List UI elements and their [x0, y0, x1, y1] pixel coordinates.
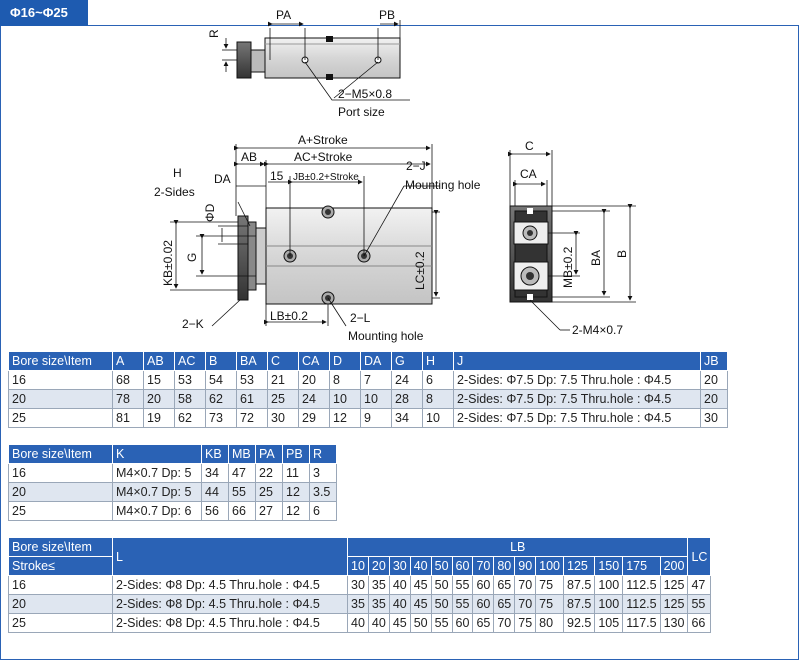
table-cell: 105 — [595, 614, 623, 633]
two-sides-label: 2-Sides — [154, 185, 195, 199]
table-cell: 8 — [423, 390, 454, 409]
table-cell: 45 — [410, 576, 431, 595]
header-cell: Bore size\Item — [9, 352, 113, 371]
port-spec-label: 2−M5×0.8 — [338, 87, 393, 101]
k-label: 2−K — [182, 317, 204, 331]
table-cell: 53 — [175, 371, 206, 390]
table-cell: 55 — [452, 576, 473, 595]
header-cell: J — [454, 352, 701, 371]
table-cell: 25 — [9, 502, 113, 521]
table-cell: 21 — [268, 371, 299, 390]
table-cell: 62 — [175, 409, 206, 428]
table-cell: 2-Sides: Φ8 Dp: 4.5 Thru.hole : Φ4.5 — [113, 576, 348, 595]
header-cell-lc: LC — [688, 538, 711, 576]
table-cell: 130 — [660, 614, 688, 633]
table-cell: 55 — [229, 483, 256, 502]
table-cell: 87.5 — [564, 576, 595, 595]
table-cell: 125 — [660, 595, 688, 614]
table-cell: 61 — [237, 390, 268, 409]
table-cell: 6 — [310, 502, 337, 521]
header-cell: A — [113, 352, 144, 371]
table-cell: 6 — [423, 371, 454, 390]
m4-label: 2-M4×0.7 — [572, 323, 624, 337]
header-cell-stroke: Stroke≤ — [9, 557, 113, 576]
header-cell: PA — [256, 445, 283, 464]
table-row — [9, 576, 711, 595]
table-row — [9, 595, 711, 614]
table-cell: M4×0.7 Dp: 5 — [113, 483, 202, 502]
table-row — [9, 464, 337, 483]
table-cell: 30 — [348, 576, 369, 595]
table-cell: 10 — [361, 390, 392, 409]
ba-label: BA — [589, 249, 603, 266]
table-cell: 75 — [515, 614, 536, 633]
table-row — [9, 614, 711, 633]
table-cell: 47 — [229, 464, 256, 483]
table-cell: M4×0.7 Dp: 6 — [113, 502, 202, 521]
header-cell-l: L — [113, 538, 348, 576]
table-row — [9, 390, 728, 409]
jb-label: JB±0.2+Stroke — [293, 172, 359, 183]
table-cell: 28 — [392, 390, 423, 409]
lb-label: LB±0.2 — [270, 309, 308, 323]
mb-label: MB±0.2 — [561, 246, 575, 288]
table-cell: 65 — [494, 576, 515, 595]
table-cell: 10 — [330, 390, 361, 409]
table-cell: 75 — [536, 576, 564, 595]
table-row — [9, 483, 337, 502]
header-cell: BA — [237, 352, 268, 371]
header-cell: D — [330, 352, 361, 371]
stroke-header: 200 — [660, 557, 688, 576]
table-cell: 78 — [113, 390, 144, 409]
j-hole-label: Mounting hole — [405, 178, 481, 192]
table-cell: 40 — [368, 614, 389, 633]
header-cell: KB — [202, 445, 229, 464]
header-cell: AB — [144, 352, 175, 371]
table-cell: 45 — [410, 595, 431, 614]
table-cell: 40 — [389, 576, 410, 595]
stroke-header: 80 — [494, 557, 515, 576]
table-cell: 16 — [9, 576, 113, 595]
dimension-table-stroke — [8, 537, 711, 633]
dimension-table-k — [8, 444, 337, 521]
header-cell: PB — [283, 445, 310, 464]
table-cell: 7 — [361, 371, 392, 390]
table-cell: 10 — [423, 409, 454, 428]
table-cell: 53 — [237, 371, 268, 390]
table-cell: 50 — [410, 614, 431, 633]
table-cell: 25 — [9, 409, 113, 428]
table-cell: 54 — [206, 371, 237, 390]
page-title: Φ16~Φ25 — [0, 0, 88, 26]
b-label: B — [615, 249, 629, 258]
table-cell: 3.5 — [310, 483, 337, 502]
header-cell: AC — [175, 352, 206, 371]
table-row — [9, 371, 728, 390]
table-cell: 12 — [283, 483, 310, 502]
header-cell: R — [310, 445, 337, 464]
stroke-header: 30 — [389, 557, 410, 576]
stroke-header: 20 — [368, 557, 389, 576]
header-cell: MB — [229, 445, 256, 464]
header-cell: DA — [361, 352, 392, 371]
stroke-header: 175 — [623, 557, 660, 576]
table-cell: 60 — [473, 576, 494, 595]
kb-label: KB±0.02 — [161, 240, 175, 286]
h-label: H — [173, 166, 182, 180]
table-cell: 2-Sides: Φ7.5 Dp: 7.5 Thru.hole : Φ4.5 — [454, 371, 701, 390]
table-cell: 11 — [283, 464, 310, 483]
stroke-header: 60 — [452, 557, 473, 576]
table-cell: 70 — [515, 595, 536, 614]
table-cell: 35 — [348, 595, 369, 614]
g-label: G — [185, 252, 199, 262]
table-cell: 34 — [202, 464, 229, 483]
table-cell: M4×0.7 Dp: 5 — [113, 464, 202, 483]
j-label: 2−J — [406, 159, 426, 173]
table-cell: 30 — [268, 409, 299, 428]
table-cell: 20 — [9, 595, 113, 614]
table-cell: 27 — [256, 502, 283, 521]
table-cell: 24 — [392, 371, 423, 390]
side-view — [510, 139, 636, 337]
table-cell: 80 — [536, 614, 564, 633]
table-cell: 75 — [536, 595, 564, 614]
table-cell: 44 — [202, 483, 229, 502]
port-size-label: Port size — [338, 105, 385, 119]
table-cell: 65 — [473, 614, 494, 633]
stroke-header: 100 — [536, 557, 564, 576]
dimension-table-main — [8, 351, 728, 428]
table-cell: 125 — [660, 576, 688, 595]
table-row — [9, 502, 337, 521]
stroke-header: 125 — [564, 557, 595, 576]
table-cell: 45 — [389, 614, 410, 633]
table-cell: 70 — [515, 576, 536, 595]
header-cell: G — [392, 352, 423, 371]
r-label: R — [207, 29, 221, 38]
ab-label: AB — [241, 150, 258, 164]
table-cell: 50 — [431, 576, 452, 595]
fifteen-label: 15 — [270, 169, 284, 183]
table-cell: 92.5 — [564, 614, 595, 633]
pa-label: PA — [276, 8, 292, 22]
stroke-header: 50 — [431, 557, 452, 576]
table-cell: 70 — [494, 614, 515, 633]
table-cell: 15 — [144, 371, 175, 390]
table-cell: 65 — [494, 595, 515, 614]
table-cell: 35 — [368, 576, 389, 595]
table-cell: 20 — [9, 483, 113, 502]
ac-stroke-label: AC+Stroke — [294, 150, 353, 164]
l-label: 2−L — [350, 311, 371, 325]
table-cell: 117.5 — [623, 614, 660, 633]
table-cell: 25 — [268, 390, 299, 409]
header-cell: C — [268, 352, 299, 371]
table-cell: 40 — [348, 614, 369, 633]
table-cell: 20 — [9, 390, 113, 409]
header-cell: K — [113, 445, 202, 464]
table-cell: 30 — [701, 409, 728, 428]
table-header-row — [9, 352, 728, 371]
header-cell: H — [423, 352, 454, 371]
table-header-row — [9, 538, 711, 557]
table-cell: 19 — [144, 409, 175, 428]
header-cell: Bore size\Item — [9, 445, 113, 464]
table-cell: 2-Sides: Φ7.5 Dp: 7.5 Thru.hole : Φ4.5 — [454, 409, 701, 428]
table-cell: 100 — [595, 576, 623, 595]
c-label: C — [525, 139, 534, 153]
lc-label: LC±0.2 — [413, 251, 427, 290]
table-cell: 24 — [299, 390, 330, 409]
table-cell: 20 — [299, 371, 330, 390]
table-cell: 3 — [310, 464, 337, 483]
table-cell: 56 — [202, 502, 229, 521]
table-cell: 55 — [452, 595, 473, 614]
table-cell: 2-Sides: Φ7.5 Dp: 7.5 Thru.hole : Φ4.5 — [454, 390, 701, 409]
table-cell: 40 — [389, 595, 410, 614]
table-cell: 66 — [688, 614, 711, 633]
l-hole-label: Mounting hole — [348, 329, 424, 343]
header-cell: B — [206, 352, 237, 371]
table-cell: 112.5 — [623, 576, 660, 595]
table-cell: 8 — [330, 371, 361, 390]
table-cell: 73 — [206, 409, 237, 428]
table-cell: 62 — [206, 390, 237, 409]
table-cell: 55 — [688, 595, 711, 614]
table-header-row — [9, 445, 337, 464]
table-cell: 112.5 — [623, 595, 660, 614]
table-cell: 25 — [9, 614, 113, 633]
table-cell: 35 — [368, 595, 389, 614]
table-cell: 100 — [595, 595, 623, 614]
header-cell: CA — [299, 352, 330, 371]
table-cell: 20 — [144, 390, 175, 409]
table-cell: 34 — [392, 409, 423, 428]
da-label: DA — [214, 172, 231, 186]
front-view — [154, 133, 481, 343]
table-cell: 2-Sides: Φ8 Dp: 4.5 Thru.hole : Φ4.5 — [113, 595, 348, 614]
table-cell: 68 — [113, 371, 144, 390]
stroke-header: 10 — [348, 557, 369, 576]
table-row — [9, 409, 728, 428]
table-cell: 50 — [431, 595, 452, 614]
table-cell: 60 — [452, 614, 473, 633]
stroke-header: 70 — [473, 557, 494, 576]
a-stroke-label: A+Stroke — [298, 133, 348, 147]
table-cell: 81 — [113, 409, 144, 428]
stroke-header: 150 — [595, 557, 623, 576]
pb-label: PB — [379, 8, 396, 22]
table-cell: 12 — [330, 409, 361, 428]
table-cell: 66 — [229, 502, 256, 521]
table-cell: 9 — [361, 409, 392, 428]
table-cell: 22 — [256, 464, 283, 483]
stroke-header: 40 — [410, 557, 431, 576]
table-cell: 12 — [283, 502, 310, 521]
header-cell-lb: LB — [348, 538, 688, 557]
table-cell: 20 — [701, 371, 728, 390]
table-cell: 25 — [256, 483, 283, 502]
header-cell-item: Bore size\Item — [9, 538, 113, 557]
table-cell: 29 — [299, 409, 330, 428]
phi-d-label: ΦD — [203, 203, 217, 222]
table-cell: 20 — [701, 390, 728, 409]
stroke-header: 90 — [515, 557, 536, 576]
table-cell: 16 — [9, 464, 113, 483]
header-cell: JB — [701, 352, 728, 371]
table-cell: 16 — [9, 371, 113, 390]
table-cell: 47 — [688, 576, 711, 595]
ca-label: CA — [520, 167, 537, 181]
table-cell: 55 — [431, 614, 452, 633]
table-cell: 72 — [237, 409, 268, 428]
table-cell: 58 — [175, 390, 206, 409]
table-cell: 60 — [473, 595, 494, 614]
top-view — [207, 8, 410, 119]
table-cell: 2-Sides: Φ8 Dp: 4.5 Thru.hole : Φ4.5 — [113, 614, 348, 633]
table-cell: 87.5 — [564, 595, 595, 614]
